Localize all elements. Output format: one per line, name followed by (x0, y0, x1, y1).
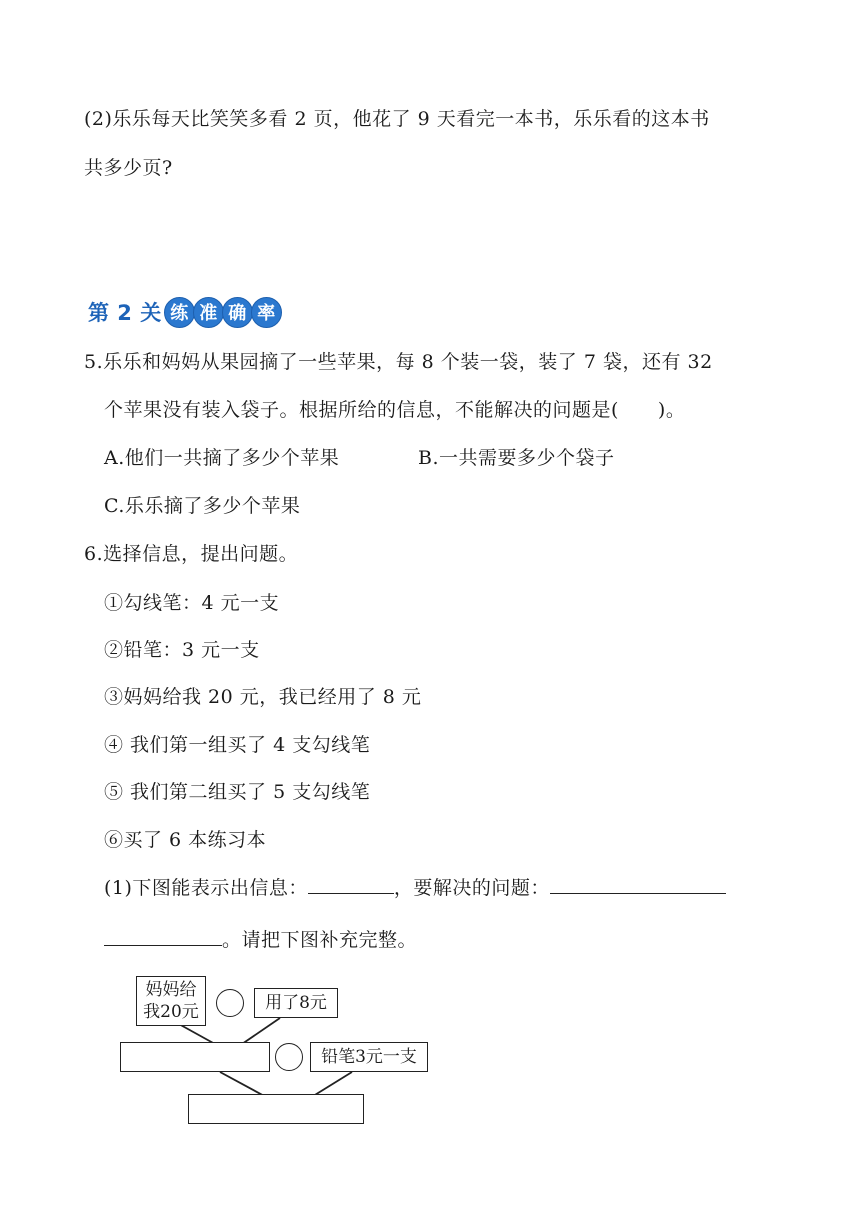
result-box-1[interactable] (120, 1042, 270, 1072)
q6-title: 6.选择信息，提出问题。 (84, 543, 299, 565)
pencil-price-box: 铅笔3元一支 (310, 1042, 428, 1072)
q5-option-b: B.一共需要多少个袋子 (418, 447, 615, 469)
q6-sub1-prompt: (1)下图能表示出信息： (104, 877, 308, 899)
mom-gave-box (136, 976, 206, 1026)
q2-line-2: 共多少页? (84, 157, 173, 179)
banner-tag-1: 练 (164, 297, 195, 328)
q6-sub1-question-prompt: ，要解决的问题： (393, 877, 550, 899)
operator-circle-1[interactable] (216, 989, 244, 1017)
q6-sub1-line-2 (104, 925, 417, 952)
solution-diagram (120, 968, 450, 1130)
q5-line-1: 5.乐乐和妈妈从果园摘了一些苹果，每 8 个装一袋，装了 7 袋，还有 32 (84, 351, 713, 373)
level-label: 第 2 关 (88, 301, 162, 325)
used-box: 用了8元 (254, 988, 338, 1018)
q6-info-5: ⑤ 我们第二组买了 5 支勾线笔 (104, 781, 371, 803)
q2-line-1: (2)乐乐每天比笑笑多看 2 页，他花了 9 天看完一本书，乐乐看的这本书 (84, 108, 710, 130)
q5-line-2: 个苹果没有装入袋子。根据所给的信息，不能解决的问题是( )。 (104, 399, 686, 421)
q6-info-4: ④ 我们第一组买了 4 支勾线笔 (104, 734, 371, 756)
q6-sub1-instruction: 。请把下图补充完整。 (222, 929, 418, 951)
q6-sub1-line-1 (104, 873, 726, 900)
question-answer-blank[interactable] (550, 875, 726, 894)
level-banner (88, 296, 282, 328)
q5-option-c: C.乐乐摘了多少个苹果 (104, 495, 301, 517)
q6-info-1: ①勾线笔：4 元一支 (104, 592, 280, 614)
result-box-2[interactable] (188, 1094, 364, 1124)
mom-gave-line-2: 我20元 (143, 1002, 199, 1022)
info-answer-blank[interactable] (308, 875, 394, 894)
mom-gave-line-1: 妈妈给 (145, 980, 197, 1000)
banner-tag-4: 率 (251, 297, 282, 328)
operator-circle-2[interactable] (275, 1043, 303, 1071)
q6-info-2: ②铅笔：3 元一支 (104, 639, 260, 661)
q6-info-6: ⑥买了 6 本练习本 (104, 829, 267, 851)
banner-tag-2: 准 (193, 297, 224, 328)
q6-info-3: ③妈妈给我 20 元，我已经用了 8 元 (104, 686, 422, 708)
banner-tag-3: 确 (222, 297, 253, 328)
q5-option-a: A.他们一共摘了多少个苹果 (104, 447, 340, 469)
question-answer-blank-cont[interactable] (104, 927, 222, 946)
